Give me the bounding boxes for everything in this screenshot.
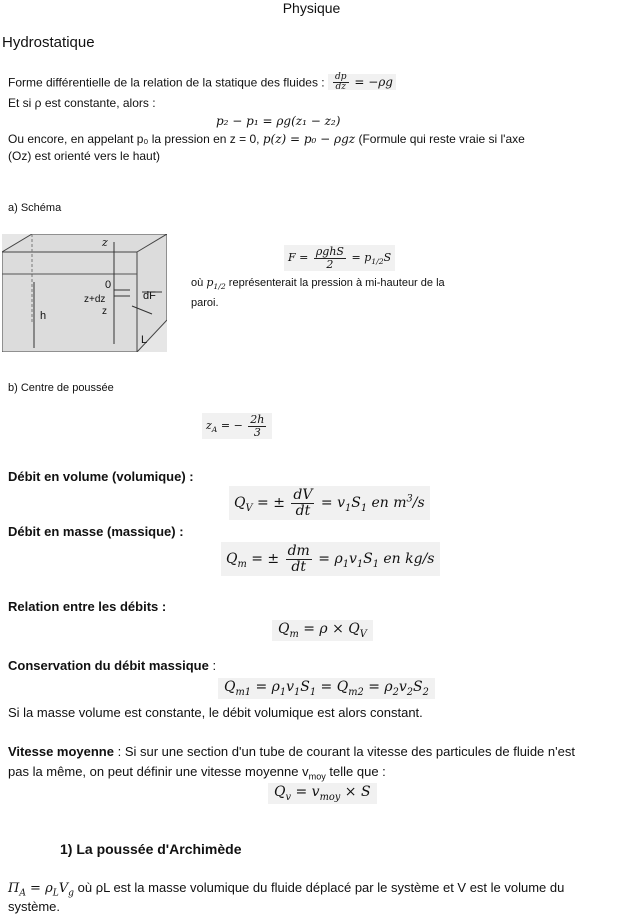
label-dF: dF (143, 290, 156, 302)
archimede-line2: système. (8, 899, 61, 914)
vitesse-equation: $Q_v = v_{moy} \times S$ (268, 783, 377, 804)
force-equation: F = $\frac{\text{ρghS}}{2}$ = $p_{1/2}S$ (284, 245, 395, 271)
center-of-pressure-equation: $z_A$ = − $\frac{2h}{3}$ (202, 413, 272, 439)
statics-line3: Ou encore, en appelant p₀ la pression en z = 0, p(z) = p₀ − ρgz (Formule qui reste vraie si l'axe (8, 132, 525, 146)
page-header-title: Physique (282, 0, 341, 16)
statics-line4: (Oz) est orienté vers le haut) (8, 149, 161, 163)
conservation-title-line: Conservation du débit massique : (8, 658, 217, 673)
poussee-heading: b) Centre de poussée (8, 382, 114, 394)
section-title: Hydrostatique (2, 34, 95, 51)
label-z-top: z (102, 236, 108, 249)
debit-masse-equation: $Q_m$ = ± $\frac{dm}{dt}$ = $\rho_1v_1S_1$ en kg/s (221, 542, 440, 576)
debit-masse-title: Débit en masse (massique) : (8, 524, 184, 539)
archimede-heading: 1) La poussée d'Archimède (60, 841, 242, 857)
statics-line2: Et si ρ est constante, alors : (8, 96, 156, 110)
label-origin: 0 (105, 279, 112, 291)
relation-title: Relation entre les débits : (8, 599, 167, 614)
vitesse-line1: Vitesse moyenne : Si sur une section d'un tube de courant la vitesse des particules de fluide n'est (8, 744, 575, 759)
label-L: L (141, 334, 148, 346)
label-h: h (40, 310, 47, 322)
conservation-equation: $Q_{m1} = \rho_1v_1S_1 = Q_{m2} = \rho_2v_2S_2$ (218, 678, 435, 699)
differential-equation: $\frac{dp}{dz}$ = −ρg (328, 74, 396, 90)
label-z: z (102, 306, 107, 317)
schema-heading: a) Schéma (8, 202, 62, 214)
debit-volume-equation: $Q_V$ = ± $\frac{dV}{dt}$ = $v_1S_1$ en $m^3/s$ (229, 486, 430, 520)
statics-line1: Forme différentielle de la relation de la statique des fluides : $\frac{dp}{dz}$ = −ρg (8, 73, 396, 93)
fluid-box-diagram (2, 234, 167, 352)
conservation-note: Si la masse volume est constante, le débit volumique est alors constant. (8, 705, 423, 720)
label-z-plus-dz: z+dz (84, 294, 106, 305)
vitesse-line2: pas la même, on peut définir une vitesse moyenne $v_{moy}$ telle que : (8, 764, 386, 782)
archimede-line1: $\Pi_A = \rho_LV_g$ où ρL est la masse volumique du fluide déplacé par le système et V est le volume du (8, 880, 565, 899)
force-note: où $p_{1/2}$ représenterait la pression à mi-hauteur de la paroi. (191, 276, 445, 310)
debit-volume-title: Débit en volume (volumique) : (8, 469, 194, 484)
relation-equation: $Q_m = \rho \times Q_V$ (272, 620, 373, 641)
pressure-difference-equation: p₂ − p₁ = ρg(z₁ − z₂) (216, 114, 341, 128)
